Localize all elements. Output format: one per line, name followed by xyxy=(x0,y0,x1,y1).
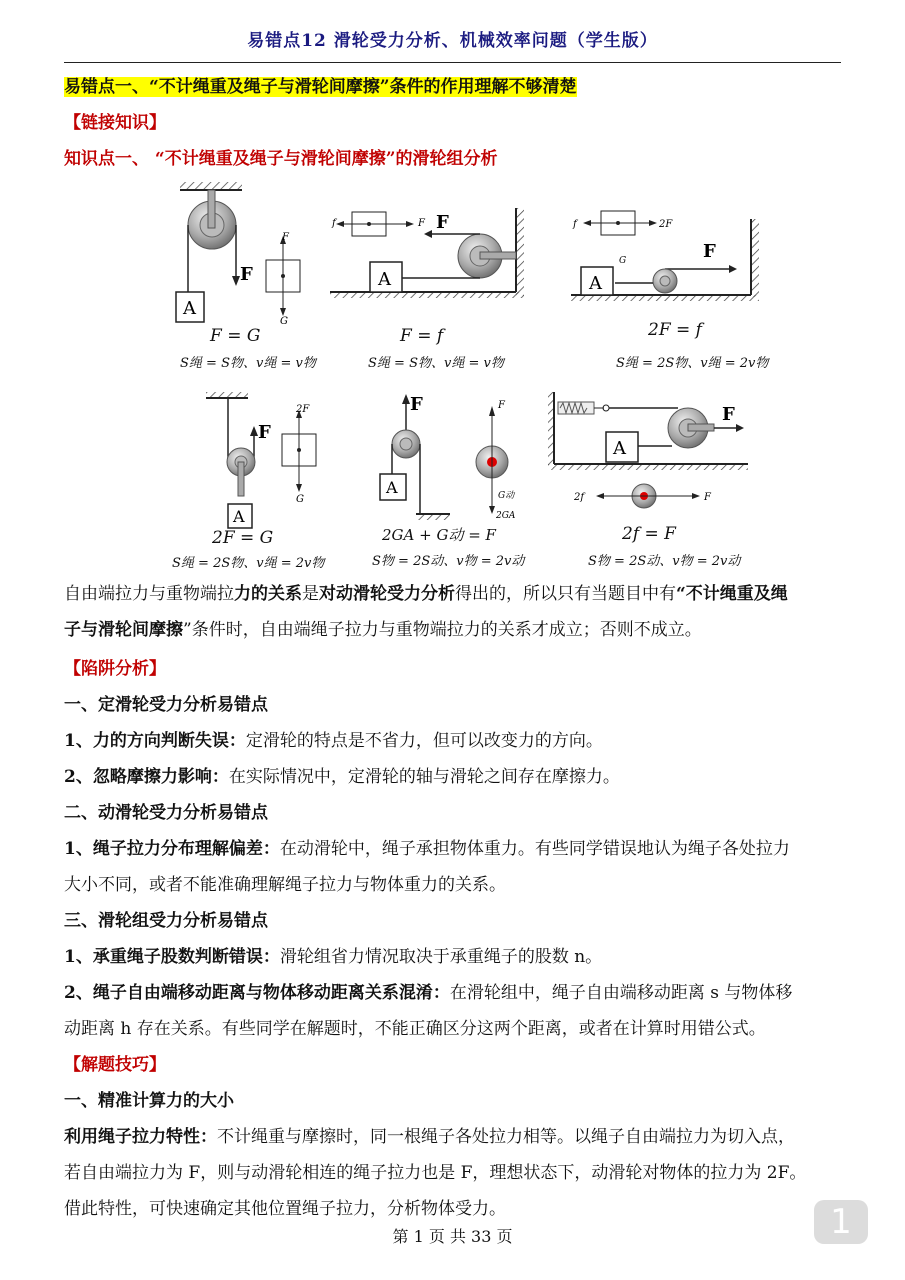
fig4-force-g: G xyxy=(296,494,304,505)
fig1-label-f: F xyxy=(240,264,253,285)
fig1-force-down: G xyxy=(280,316,288,327)
link-knowledge-label: 【链接知识】 xyxy=(64,113,166,133)
fig2-force-small: F xyxy=(418,218,425,229)
figure-movable-pulley-vertical xyxy=(200,390,330,530)
figure-fixed-pulley-horizontal xyxy=(330,200,530,310)
trap-item-3-cont: 大小不同，或者不能准确理解绳子拉力与物体重力的关系。 xyxy=(64,875,506,895)
trap-item-2 xyxy=(64,762,854,787)
trap-item-3-text-1: 在动滑轮中，绳子承担物体重力。有些同学错误地认为绳子各处拉力 xyxy=(279,839,790,859)
intro-bold-1: 力的关系 xyxy=(234,584,302,604)
tips-label: 【解题技巧】 xyxy=(64,1055,166,1075)
fig4-label-f: F xyxy=(258,422,271,443)
intro-line-1 xyxy=(64,576,844,612)
fig3-subscript-relation: S绳 = 2S物、v绳 = 2v物 xyxy=(616,356,769,371)
fig4-block-a: A xyxy=(233,507,245,526)
knowledge1-heading: 知识点一、 “不计绳重及绳子与滑轮间摩擦”的滑轮组分析 xyxy=(64,149,498,169)
document-header-title: 易错点12 滑轮受力分析、机械效率问题（学生版） xyxy=(247,31,658,51)
fig6-force-2f: 2f xyxy=(574,492,585,503)
tips-item-1-cont-2: 借此特性，可快速确定其他位置绳子拉力，分析物体受力。 xyxy=(64,1199,506,1219)
fig1-force-up: F xyxy=(282,232,289,243)
trap-section-2: 二、动滑轮受力分析易错点 xyxy=(64,803,268,823)
fig3-equation: 2F = f xyxy=(648,320,702,340)
header-divider xyxy=(64,62,841,63)
trap-item-5-title: 2、绳子自由端移动距离与物体移动距离关系混淆： xyxy=(64,983,450,1003)
fig1-subscript-relation: S绳 = S物、v绳 = v物 xyxy=(180,356,316,371)
fig1-equation: F = G xyxy=(210,326,261,346)
fig4-force-2f: 2F xyxy=(296,404,310,415)
intro-bold-2: 对动滑轮受力分析 xyxy=(319,584,455,604)
fig6-force-f: F xyxy=(704,492,711,503)
fig6-block-a: A xyxy=(613,438,626,459)
page-number-badge[interactable]: 1 xyxy=(814,1200,868,1244)
fig5-force-f: F xyxy=(498,400,505,411)
intro-text-3: 得出的，所以只有当题目中有 xyxy=(455,584,676,604)
trap-item-3 xyxy=(64,834,854,859)
fig3-force-2f: 2F xyxy=(659,219,673,230)
figure-movable-pulley-lifted xyxy=(370,390,530,530)
fig5-label-f: F xyxy=(410,394,423,415)
trap-item-1 xyxy=(64,726,854,751)
intro-text-4: ”条件时，自由端绳子拉力与重物端拉力的关系才成立；否则不成立。 xyxy=(183,620,702,640)
fig3-block-a: A xyxy=(589,273,602,294)
fig2-label-f: F xyxy=(436,212,449,233)
tips-item-1-title: 利用绳子拉力特性： xyxy=(64,1127,217,1147)
fig1-block-a: A xyxy=(183,298,196,319)
fig3-friction: f xyxy=(573,219,577,230)
tips-item-1-text-1: 不计绳重与摩擦时，同一根绳子各处拉力相等。以绳子自由端拉力为切入点， xyxy=(217,1127,795,1147)
fig5-equation: 2GA + G动 = F xyxy=(382,526,496,544)
fig6-label-f: F xyxy=(722,404,735,425)
intro-bold-4: 子与滑轮间摩擦 xyxy=(64,620,183,640)
trap-item-1-title: 1、力的方向判断失误： xyxy=(64,731,246,751)
page-footer: 第 1 页 共 33 页 xyxy=(392,1227,513,1246)
fig2-block-a: A xyxy=(378,269,391,290)
figure-movable-pulley-spring xyxy=(548,388,768,518)
fig2-friction: f xyxy=(332,218,336,229)
trap-item-4-title: 1、承重绳子股数判断错误： xyxy=(64,947,280,967)
fig4-equation: 2F = G xyxy=(212,528,274,548)
fig2-subscript-relation: S绳 = S物、v绳 = v物 xyxy=(368,356,504,371)
fig6-equation: 2f = F xyxy=(622,524,676,544)
intro-text-2: 是 xyxy=(302,584,319,604)
fig5-g-moving: G动 xyxy=(498,491,515,501)
trap-item-4 xyxy=(64,942,854,967)
trap-section-3: 三、滑轮组受力分析易错点 xyxy=(64,911,268,931)
trap-item-2-title: 2、忽略摩擦力影响： xyxy=(64,767,229,787)
trap-item-5 xyxy=(64,978,854,1003)
intro-line-2 xyxy=(64,612,844,648)
intro-text-1: 自由端拉力与重物端拉 xyxy=(64,584,234,604)
tips-item-1 xyxy=(64,1122,854,1147)
fig5-block-a: A xyxy=(386,478,398,497)
tips-section-1: 一、精准计算力的大小 xyxy=(64,1091,234,1111)
section1-heading: 易错点一、“不计绳重及绳子与滑轮间摩擦”条件的作用理解不够清楚 xyxy=(64,77,577,97)
section1-heading-row xyxy=(64,72,854,97)
trap-section-1: 一、定滑轮受力分析易错点 xyxy=(64,695,268,715)
fig6-subscript-relation: S物 = 2S动、v物 = 2v动 xyxy=(588,554,741,569)
trap-item-1-text: 定滑轮的特点是不省力，但可以改变力的方向。 xyxy=(245,731,603,751)
fig5-2ga: 2GA xyxy=(496,511,516,521)
fig3-label-g: G xyxy=(619,256,627,266)
trap-item-5-text-1: 在滑轮组中，绳子自由端移动距离 s 与物体移 xyxy=(449,983,793,1003)
fig2-equation: F = f xyxy=(400,326,444,346)
trap-analysis-label: 【陷阱分析】 xyxy=(64,659,166,679)
tips-item-1-cont-1: 若自由端拉力为 F，则与动滑轮相连的绳子拉力也是 F，理想状态下，动滑轮对物体的拉力为 2F。 xyxy=(64,1163,807,1183)
fig4-subscript-relation: S绳 = 2S物、v绳 = 2v物 xyxy=(172,556,325,571)
intro-bold-3: “不计绳重及绳 xyxy=(676,584,788,604)
figure-movable-pulley-horizontal xyxy=(565,205,765,310)
trap-item-4-text: 滑轮组省力情况取决于承重绳子的股数 n。 xyxy=(279,947,603,967)
intro-paragraph xyxy=(64,576,844,648)
fig3-label-f: F xyxy=(703,241,716,262)
fig5-subscript-relation: S物 = 2S动、v物 = 2v动 xyxy=(372,554,525,569)
trap-item-2-text: 在实际情况中，定滑轮的轴与滑轮之间存在摩擦力。 xyxy=(228,767,620,787)
trap-item-3-title: 1、绳子拉力分布理解偏差： xyxy=(64,839,280,859)
trap-item-5-cont: 动距离 h 存在关系。有些同学在解题时，不能正确区分这两个距离，或者在计算时用错公式。 xyxy=(64,1019,766,1039)
